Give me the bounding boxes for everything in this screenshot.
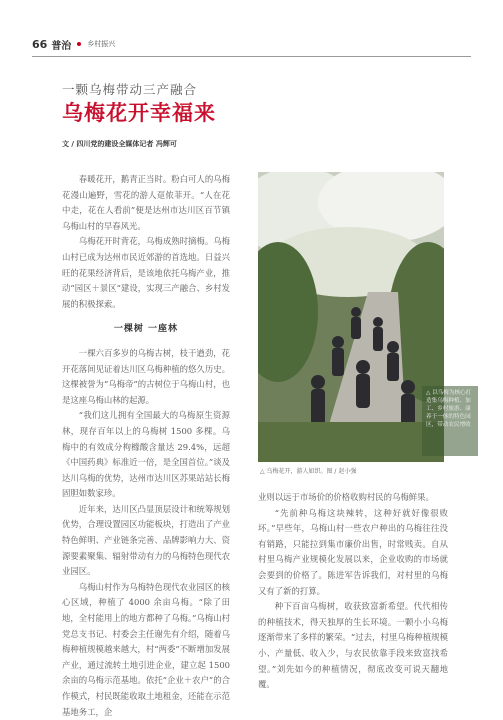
photo-caption: △ 乌梅花开，游人如织。图 / 赵小强 (260, 468, 357, 475)
paragraph: 乌梅花开时背花，乌梅成熟时摘梅。乌梅山村已成为达州市民近郊游的首选地。日益兴旺的花果经济背后，是该地依托乌梅产业，推动“园区＋景区”建设，实现三产融合、乡村发展的积极探索。 (62, 236, 230, 309)
photo-overlay-note: △ 以乌梅为核心打造集乌梅种植、加工、乡村旅游、康养于一体的特色园区，带动农民增收 (422, 386, 478, 456)
paragraph: “先前种乌梅这块辣转，这种好就好像很败坏。”早些年，乌梅山村一些农户种出的乌梅往往没有销路，只能拉到集市廉价出售，时常贱卖。自从村里乌梅产业规模化发展以来，企业收购的市场就会要到的价格了。陈进军告诉我们，对村里的乌梅又有了新的打算。 (258, 507, 448, 596)
article-photo (258, 172, 444, 462)
paragraph: “我们这儿拥有全国最大的乌梅原生资源林，现存百年以上的乌梅树 1500 多棵。乌梅中的有效成分枸橼酸含量达 29.4%，远超《中国药典》标准近一倍，是全国首位。”谈及达川乌梅的优势，达州市达川区苏果站站长梅固胆如数家珍。 (62, 410, 230, 499)
left-column (62, 172, 230, 720)
section-subhead: 一棵树 一座林 (113, 324, 179, 335)
header-rule (32, 56, 471, 57)
article-kicker: 一颗乌梅带动三产融合 (62, 82, 198, 97)
paragraph: 乌梅山村作为乌梅特色现代农业园区的核心区域，种植了 4000 余亩乌梅。“除了田地，全村能用上的地方都种了乌梅。”乌梅山村党总支书记、村委会主任谢先有介绍，随着乌梅种植规模越来越大，村“两委”不断增加发展产业，通过流转土地引进企业，建立起 1500 余亩的乌梅示范基地。依托“企业＋农户”的合作模式，村民既能收取土地租金，还能在示范基地务工，企 (62, 581, 230, 717)
page-number: 66 (32, 37, 48, 51)
section-name: 普治 (51, 40, 72, 52)
column-name: 乡村振兴 (87, 40, 116, 48)
paragraph: 业则以远于市场价的价格收购村民的乌梅鲜果。 (258, 492, 434, 502)
paragraph: 春暖花开，鹅青正当时。粉白可人的乌梅花漫山遍野，雪花的游人趸侬菲开。“人在花中走，花在人看前”便是达州市达川区百节镇乌梅山村的早春风光。 (62, 174, 230, 231)
article-title: 乌梅花开幸福来 (62, 101, 216, 125)
paragraph: 种下百亩乌梅树，收获致富新希望。代代相传的种植技术，得天独厚的生长环境。一颗小小乌梅逐渐带来了多样的繁荣。“过去，村里乌梅种植规模小、产量低、收入少，与农民依靠手段来致富找希望。”刘先如今的种植情况，彻底改变可说天翻地覆。 (258, 601, 448, 690)
article-byline: 文 / 四川党的建设全媒体记者 冯辉可 (62, 140, 177, 148)
blossom-crowd-photo (258, 172, 444, 462)
paragraph: 近年来，达川区凸显顶层设计和统筹规划优势，合理设置园区功能板块，打造出了产业特色鲜明、产业链条完善、品牌影响力大、资源要素聚集、辐射带动有力的乌梅特色现代农业园区。 (62, 503, 230, 577)
bullet-dot-icon (77, 42, 81, 46)
paragraph: 一棵六百多岁的乌梅古树，枝干遒劲，花开花落间见证着达川区乌梅种植的悠久历史。这棵被誉为“乌梅帝”的古树位于乌梅山村，也是这座乌梅山林的起源。 (62, 347, 230, 405)
right-column (258, 490, 448, 693)
